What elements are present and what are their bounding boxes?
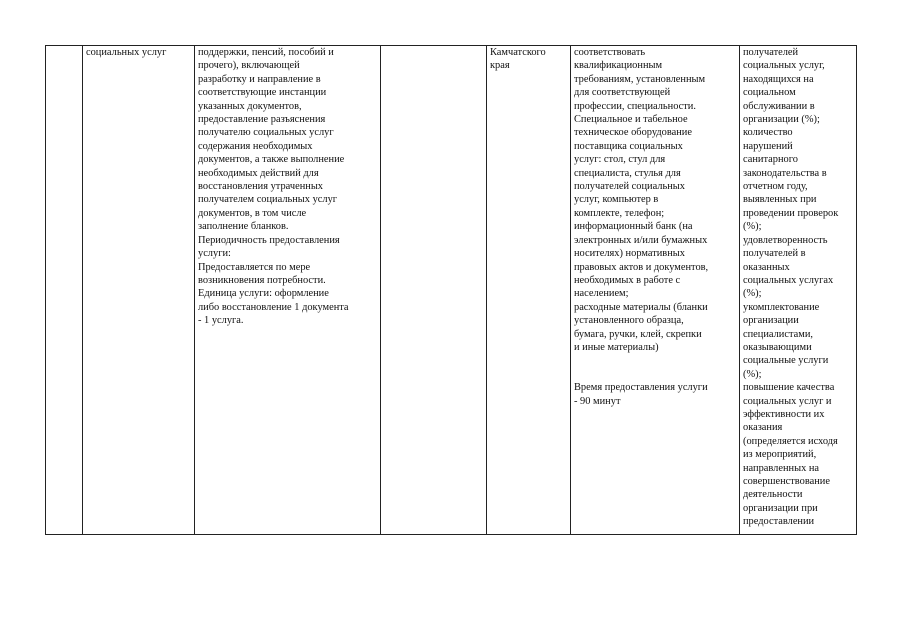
cell-description <box>195 46 381 535</box>
category-text: социальных услуг <box>86 47 167 58</box>
text-line: (%); <box>743 288 762 300</box>
text-line: оказания <box>743 422 783 434</box>
text-line: для соответствующей <box>574 87 671 99</box>
time-text <box>574 381 736 408</box>
description-text <box>198 46 377 328</box>
text-line: (определяется исходя <box>743 435 838 447</box>
indicators-text <box>743 46 853 529</box>
text-line: Периодичность предоставления <box>198 234 340 246</box>
text-line: соответствующие инстанции <box>198 87 327 99</box>
text-line: специалиста, стулья для <box>574 167 681 179</box>
text-line: количество <box>743 127 793 139</box>
text-line: документов, в том числе <box>198 207 307 219</box>
text-line: электронных и/или бумажных <box>574 234 708 246</box>
text-line: требованиям, установленным <box>574 73 706 85</box>
text-line: соответствовать <box>574 47 646 58</box>
text-line: Время предоставления услуги <box>574 382 708 394</box>
text-line: социальных услугах <box>743 274 834 286</box>
text-line: края <box>490 60 510 72</box>
text-line: возникновения потребности. <box>198 274 326 286</box>
cell-empty <box>381 46 487 535</box>
text-line: населением; <box>574 288 629 300</box>
text-line: бумага, ручки, клей, скрепки <box>574 328 702 340</box>
text-line: необходимых в работе с <box>574 274 681 286</box>
text-line: профессии, специальности. <box>574 100 696 112</box>
text-line: получателем социальных услуг <box>198 194 338 206</box>
text-line: комплекте, телефон; <box>574 207 665 219</box>
text-line: Единица услуги: оформление <box>198 288 329 300</box>
text-line: законодательства в <box>743 167 827 179</box>
text-line: социальных услуг, <box>743 60 825 72</box>
text-line: социальном <box>743 87 796 99</box>
text-line: правовых актов и документов, <box>574 261 709 273</box>
text-line: социальных услуг и <box>743 395 832 407</box>
text-line: получателю социальных услуг <box>198 127 334 139</box>
text-line: получателей социальных <box>574 181 685 193</box>
text-line: услуг, компьютер в <box>574 194 659 206</box>
text-line: услуги: <box>198 248 231 260</box>
text-line: информационный банк (на <box>574 221 693 233</box>
text-line: находящихся на <box>743 73 814 85</box>
text-line: деятельности <box>743 489 803 501</box>
text-line: эффективности их <box>743 408 825 420</box>
text-line: документов, а также выполнение <box>198 154 345 166</box>
cell-category <box>83 46 195 535</box>
text-line: заполнение бланков. <box>198 221 289 233</box>
text-line: и иные материалы) <box>574 341 659 353</box>
text-line: услуг: стол, стул для <box>574 154 666 166</box>
text-line: выявленных при <box>743 194 817 206</box>
text-line: предоставление разъяснения <box>198 114 326 126</box>
text-line: указанных документов, <box>198 100 302 112</box>
text-line: получателей в <box>743 248 806 260</box>
text-line: техническое оборудование <box>574 127 692 139</box>
text-line: установленного образца, <box>574 315 684 327</box>
region-text <box>490 46 567 73</box>
text-line: - 90 минут <box>574 395 621 407</box>
text-line: оказанных <box>743 261 790 273</box>
text-line: организации при <box>743 502 818 514</box>
text-line: отчетном году, <box>743 181 808 193</box>
text-line: организации <box>743 315 799 327</box>
text-line: совершенствование <box>743 476 830 487</box>
text-line: - 1 услуга. <box>198 315 244 327</box>
text-line: предоставлении <box>743 516 815 528</box>
text-line: нарушений <box>743 140 793 152</box>
text-line: направленных на <box>743 462 820 474</box>
text-line: поддержки, пенсий, пособий и <box>198 47 334 58</box>
text-line: оказывающими <box>743 341 812 353</box>
services-table <box>45 45 857 535</box>
conditions-text <box>574 46 736 354</box>
text-line: разработку и направление в <box>198 73 321 85</box>
text-line: Камчатского <box>490 47 546 58</box>
text-line: получателей <box>743 47 799 58</box>
text-line: поставщика социальных <box>574 140 683 152</box>
text-line: удовлетворенность <box>743 234 828 246</box>
text-line: расходные материалы (бланки <box>574 301 708 313</box>
text-line: восстановления утраченных <box>198 181 324 193</box>
text-line: (%); <box>743 368 762 380</box>
text-line: квалификационным <box>574 60 663 72</box>
text-line: содержания необходимых <box>198 140 313 152</box>
cell-indicators <box>740 46 857 535</box>
text-line: необходимых действий для <box>198 167 319 179</box>
cell-conditions <box>571 46 740 535</box>
text-line: санитарного <box>743 154 798 166</box>
text-line: специалистами, <box>743 328 813 340</box>
cell-region <box>487 46 571 535</box>
text-line: социальные услуги <box>743 355 829 367</box>
text-line: Предоставляется по мере <box>198 261 311 273</box>
text-line: организации (%); <box>743 114 820 126</box>
text-line: (%); <box>743 221 762 233</box>
text-line: обслуживании в <box>743 100 815 112</box>
text-line: прочего), включающей <box>198 60 300 72</box>
text-line: носителях) нормативных <box>574 248 685 260</box>
table-row <box>46 46 857 535</box>
text-line: укомплектование <box>743 301 820 313</box>
cell-number <box>46 46 83 535</box>
text-line: повышение качества <box>743 382 835 394</box>
text-line: проведении проверок <box>743 207 839 219</box>
text-line: из мероприятий, <box>743 449 817 461</box>
text-line: Специальное и табельное <box>574 114 688 126</box>
text-line: либо восстановление 1 документа <box>198 301 349 313</box>
